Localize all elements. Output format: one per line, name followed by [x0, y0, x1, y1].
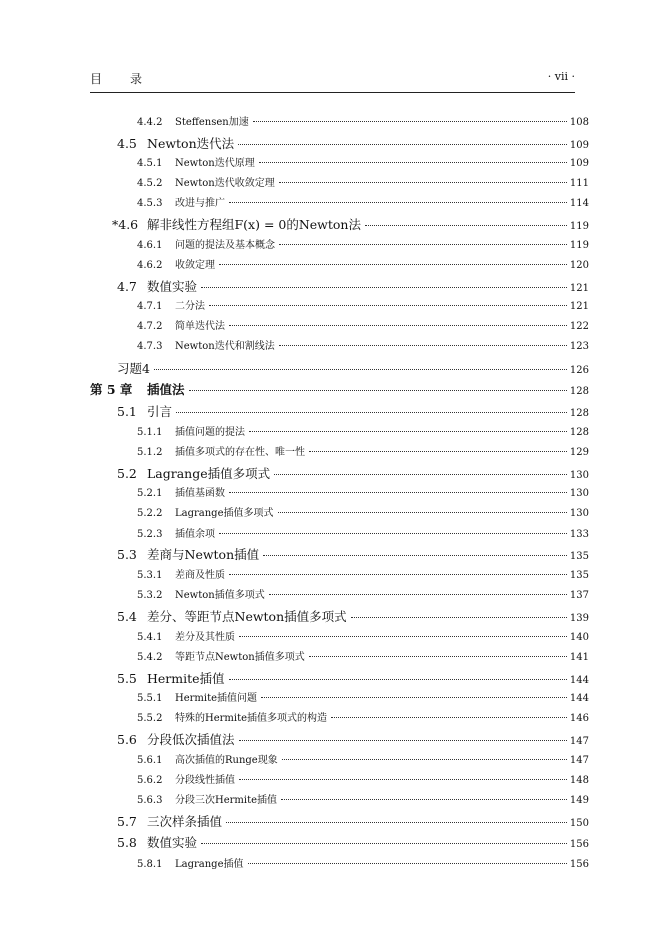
toc-entry-title: 数值实验 [147, 835, 198, 850]
toc-entry-number: 5.7 [117, 814, 137, 829]
toc-entry [137, 236, 589, 251]
toc-entry-number: 4.6.1 [137, 240, 163, 251]
dot-leader [248, 863, 567, 864]
toc-entry-page-number: 133 [569, 529, 589, 540]
toc-entry-page-number: 122 [569, 321, 589, 332]
toc-entry-title: Newton迭代和割线法 [175, 341, 275, 352]
toc-entry-page-number: 139 [569, 613, 589, 624]
dot-leader [281, 799, 567, 800]
toc-entry [137, 423, 589, 438]
toc-entry [137, 855, 589, 870]
toc-entry-number: 5.4 [117, 609, 137, 624]
toc-entry [137, 525, 589, 540]
toc-entry-page-number: 128 [569, 427, 589, 438]
toc-entry-title: Newton插值多项式 [175, 590, 265, 601]
toc-entry-number: 4.7.3 [137, 341, 163, 352]
toc-entry-page-number: 130 [569, 508, 589, 519]
toc-entry-page-number: 121 [569, 301, 589, 312]
toc-entry-number: 5.6.2 [137, 775, 163, 786]
toc-entry-title: Hermite插值 [147, 671, 225, 686]
toc-entry [137, 337, 589, 352]
toc-entry-page-number: 141 [569, 652, 589, 663]
toc-entry [117, 277, 589, 295]
toc-entry-page-number: 109 [569, 158, 589, 169]
dot-leader [229, 574, 567, 575]
toc-entry-page-number: 126 [569, 365, 589, 376]
toc-entry-title: 分段低次插值法 [147, 732, 235, 747]
toc-entry-page-number: 119 [569, 240, 589, 251]
toc-entry [137, 256, 589, 271]
dot-leader [279, 244, 567, 245]
toc-entry [137, 174, 589, 189]
toc-entry-title: 二分法 [175, 301, 205, 312]
toc-entry-title: 习题4 [117, 361, 150, 376]
toc-entry-number: 5.1 [117, 404, 137, 419]
toc-entry [137, 194, 589, 209]
running-header-title-char-1: 目 [90, 72, 103, 86]
toc-entry [117, 464, 589, 482]
toc-entry-title: 插值问题的提法 [175, 427, 245, 438]
toc-entry-title: 问题的提法及基本概念 [175, 240, 275, 251]
toc-entry [117, 833, 589, 851]
toc-entry-page-number: 150 [569, 818, 589, 829]
toc-entry-title: 收敛定理 [175, 260, 215, 271]
dot-leader [249, 431, 567, 432]
toc-entry-page-number: 144 [569, 675, 589, 686]
toc-entry-page-number: 146 [569, 713, 589, 724]
toc-entry-number: 5.5.1 [137, 693, 163, 704]
toc-entry-title: Newton迭代收敛定理 [175, 178, 275, 189]
dot-leader [309, 656, 567, 657]
toc-entry [117, 402, 589, 420]
toc-entry [137, 628, 589, 643]
toc-entry-title: 等距节点Newton插值多项式 [175, 652, 305, 663]
toc-entry-number: 4.5 [117, 136, 137, 151]
toc-entry [137, 648, 589, 663]
dot-leader [365, 225, 567, 226]
dot-leader [239, 740, 567, 741]
toc-entry-number: 4.5.3 [137, 198, 163, 209]
dot-leader [154, 369, 567, 370]
toc-entry-title: Newton迭代法 [147, 136, 235, 151]
dot-leader [219, 533, 567, 534]
toc-entry-title: Lagrange插值 [175, 859, 244, 870]
toc-entry-number: 4.4.2 [137, 117, 163, 128]
toc-entry [137, 751, 589, 766]
toc-entry-page-number: 128 [569, 408, 589, 419]
toc-entry [137, 709, 589, 724]
toc-entry-page-number: 114 [569, 198, 589, 209]
toc-entry-title: 差商与Newton插值 [147, 547, 260, 562]
dot-leader [282, 759, 567, 760]
toc-entry-page-number: 129 [569, 447, 589, 458]
toc-entry-title: 简单迭代法 [175, 321, 225, 332]
toc-entry [137, 791, 589, 806]
toc-entry [137, 154, 589, 169]
dot-leader [201, 287, 567, 288]
toc-entry-number: 5.6.1 [137, 755, 163, 766]
toc-entry-number: 4.7.1 [137, 301, 163, 312]
toc-entry-title: 三次样条插值 [147, 814, 223, 829]
toc-entry-title: 插值基函数 [175, 488, 225, 499]
toc-entry-title: 改进与推广 [175, 198, 225, 209]
toc-entry-page-number: 130 [569, 470, 589, 481]
toc-entry [137, 317, 589, 332]
toc-entry-number: 4.7.2 [137, 321, 163, 332]
toc-entry-page-number: 108 [569, 117, 589, 128]
toc-entry-title: 差分、等距节点Newton插值多项式 [147, 609, 347, 624]
toc-entry-page-number: 109 [569, 140, 589, 151]
toc-entry-title: 分段三次Hermite插值 [175, 795, 278, 806]
dot-leader [351, 617, 567, 618]
toc-entry-title: 高次插值的Runge现象 [175, 755, 278, 766]
toc-entry-number: 4.7 [117, 279, 137, 294]
dot-leader [239, 636, 567, 637]
toc-entry-page-number: 121 [569, 283, 589, 294]
toc-entry-page-number: 119 [569, 221, 589, 232]
dot-leader [226, 822, 567, 823]
toc-entry-number: 4.5.1 [137, 158, 163, 169]
toc-entry-page-number: 111 [569, 178, 589, 189]
dot-leader [189, 390, 567, 391]
toc-entry [117, 730, 589, 748]
dot-leader [209, 305, 567, 306]
toc-entry-number: 5.4.2 [137, 652, 163, 663]
toc-entry-page-number: 148 [569, 775, 589, 786]
toc-entry-page-number: 135 [569, 570, 589, 581]
running-header-title-char-2: 录 [130, 72, 143, 86]
toc-entry [137, 566, 589, 581]
dot-leader [229, 679, 567, 680]
toc-entry-page-number: 135 [569, 551, 589, 562]
toc-entry-page-number: 149 [569, 795, 589, 806]
dot-leader [229, 325, 567, 326]
dot-leader [261, 697, 567, 698]
toc-entry-title: Lagrange插值多项式 [175, 508, 274, 519]
toc-entry-page-number: 147 [569, 736, 589, 747]
toc-entry-title: 引言 [147, 404, 173, 419]
running-header-page-number: · vii · [547, 70, 575, 83]
dot-leader [239, 779, 567, 780]
toc-entry-number: 5.8.1 [137, 859, 163, 870]
toc-entry-page-number: 147 [569, 755, 589, 766]
toc-entry-number: 5.3.1 [137, 570, 163, 581]
dot-leader [279, 182, 567, 183]
toc-entry [117, 812, 589, 830]
toc-entry [137, 586, 589, 601]
toc-entry-number: 5.5.2 [137, 713, 163, 724]
toc-entry-title: Steffensen加速 [175, 117, 249, 128]
toc-entry [117, 669, 589, 687]
toc-entry-title: 差分及其性质 [175, 632, 235, 643]
toc-entry [137, 297, 589, 312]
toc-entry-number: 5.2.3 [137, 529, 163, 540]
toc-entry-title: Newton迭代原理 [175, 158, 255, 169]
dot-leader [269, 594, 567, 595]
dot-leader [229, 492, 567, 493]
toc-entry [137, 113, 589, 128]
toc-entry-title: 插值多项式的存在性、唯一性 [175, 447, 305, 458]
toc-entry [117, 607, 589, 625]
toc-entry [90, 380, 589, 398]
toc-entry-number: 5.1.2 [137, 447, 163, 458]
toc-entry-title: 插值余项 [175, 529, 215, 540]
toc-entry-number: 5.4.1 [137, 632, 163, 643]
toc-entry-number: 5.3 [117, 547, 137, 562]
toc-entry [137, 443, 589, 458]
toc-entry-title: 差商及性质 [175, 570, 225, 581]
dot-leader [219, 264, 567, 265]
toc-entry-number: 5.6.3 [137, 795, 163, 806]
dot-leader [331, 717, 567, 718]
toc-entry-page-number: 120 [569, 260, 589, 271]
dot-leader [309, 451, 567, 452]
toc-entry-number: 5.8 [117, 835, 137, 850]
toc-entry [112, 215, 589, 233]
toc-entry-number: 5.1.1 [137, 427, 163, 438]
toc-entry-number: 5.6 [117, 732, 137, 747]
toc-entry-page-number: 128 [569, 386, 589, 397]
toc-entry-number: 5.5 [117, 671, 137, 686]
toc-entry-title: Hermite插值问题 [175, 693, 258, 704]
toc-entry-number: *4.6 [112, 217, 139, 232]
toc-entry-title: 解非线性方程组F(x) = 0的Newton法 [147, 217, 361, 232]
toc-entry-page-number: 140 [569, 632, 589, 643]
toc-entry-title: 数值实验 [147, 279, 198, 294]
toc-entry [117, 359, 589, 377]
dot-leader [201, 843, 567, 844]
dot-leader [176, 412, 567, 413]
toc-entry-number: 5.2.2 [137, 508, 163, 519]
toc-entry-title: 特殊的Hermite插值多项式的构造 [175, 713, 328, 724]
toc-entry-number: 4.6.2 [137, 260, 163, 271]
toc-entry-page-number: 156 [569, 859, 589, 870]
toc-entry-number: 5.3.2 [137, 590, 163, 601]
toc-entry-page-number: 144 [569, 693, 589, 704]
toc-entry-number: 5.2.1 [137, 488, 163, 499]
toc-entry-page-number: 156 [569, 839, 589, 850]
toc-entry-title: 分段线性插值 [175, 775, 235, 786]
toc-entry [137, 504, 589, 519]
toc-entry-title: Lagrange插值多项式 [147, 466, 271, 481]
dot-leader [263, 555, 567, 556]
dot-leader [278, 512, 567, 513]
toc-entry-number: 第 5 章 [90, 382, 133, 397]
toc-entry [137, 689, 589, 704]
dot-leader [253, 121, 567, 122]
dot-leader [274, 474, 567, 475]
dot-leader [279, 345, 567, 346]
dot-leader [229, 202, 567, 203]
toc-entry [137, 484, 589, 499]
toc-entry-title: 插值法 [147, 382, 185, 397]
toc-entry [117, 134, 589, 152]
toc-entry-number: 5.2 [117, 466, 137, 481]
toc-entry-page-number: 123 [569, 341, 589, 352]
toc-entry [137, 771, 589, 786]
toc-entry-number: 4.5.2 [137, 178, 163, 189]
toc-entry-page-number: 137 [569, 590, 589, 601]
dot-leader [238, 144, 567, 145]
toc-entry [117, 545, 589, 563]
toc-entry-page-number: 130 [569, 488, 589, 499]
dot-leader [259, 162, 567, 163]
